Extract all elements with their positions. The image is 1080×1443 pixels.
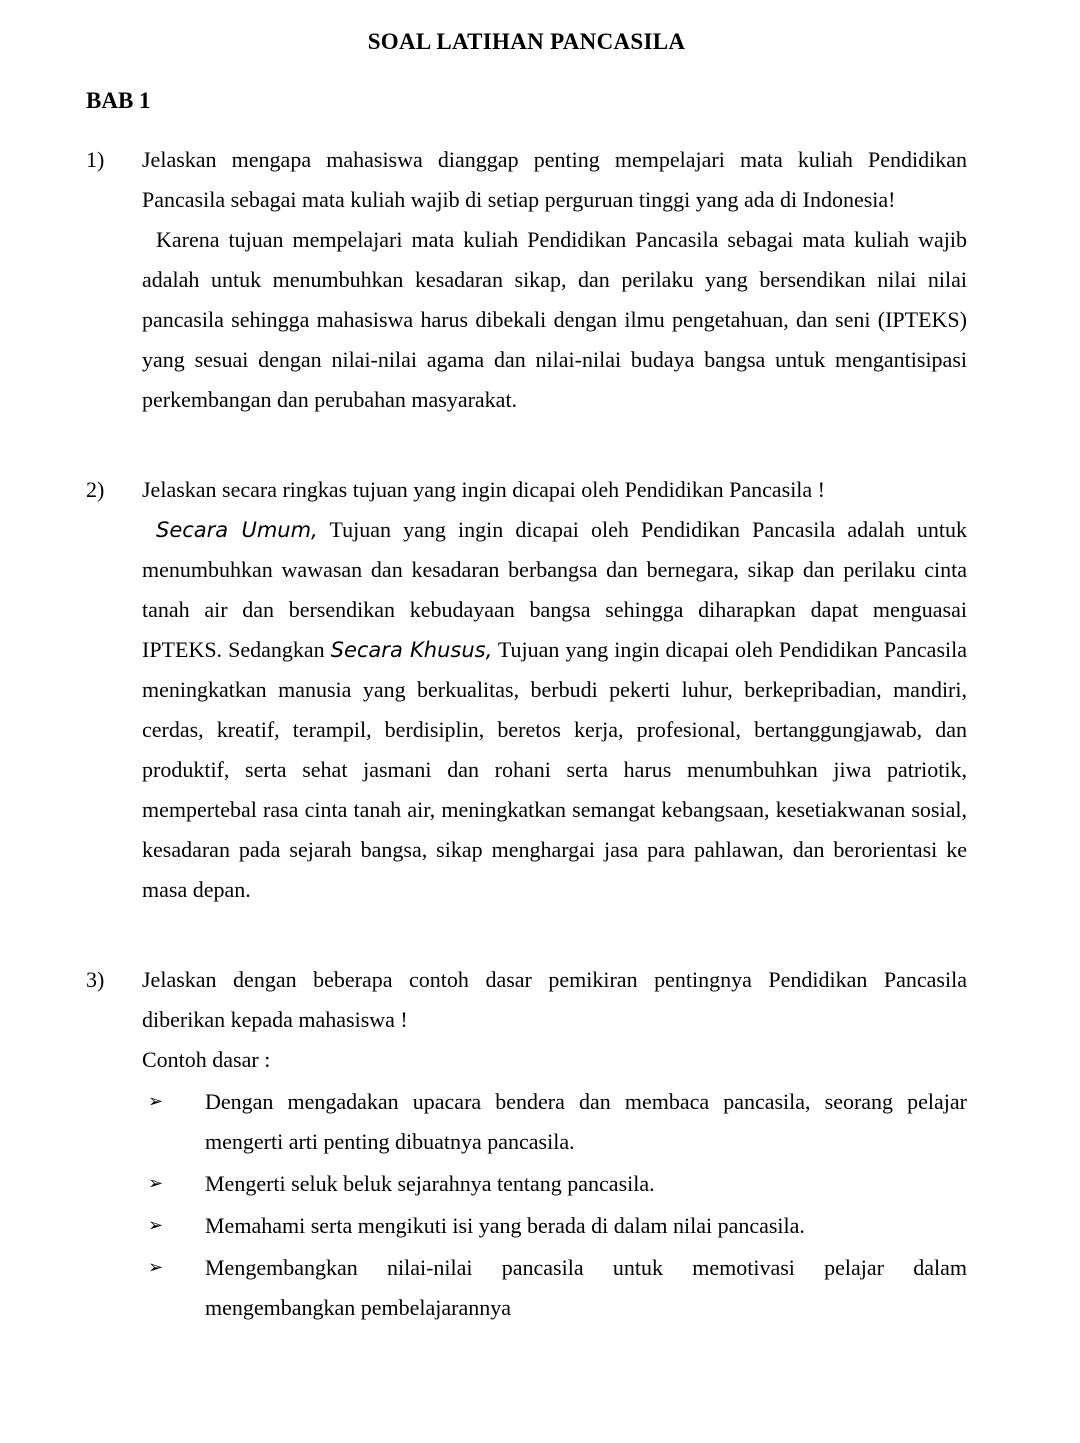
answer-segment: Tujuan yang ingin dicapai oleh Pendidikan Pancasila meningkatkan manusia yang berkualitas, berbudi pekerti luhur, berkepribadian, mandiri, cerdas, kreatif, terampil, berdisiplin, beretos kerja, profesional, bertanggungjawab, dan produktif, serta sehat jasmani dan rohani serta harus menumbuhkan jiwa patriotik, mempertebal rasa cinta tanah air, meningkatkan semangat kebangsaan, kesetiakwanan sosial, kesadaran pada sejarah bangsa, sikap menghargai jasa para pahlawan, dan berorientasi ke masa depan. xyxy=(142,637,967,902)
document-title: SOAL LATIHAN PANCASILA xyxy=(367,29,686,54)
question-block-1 xyxy=(86,140,967,420)
answer-text: Karena tujuan mempelajari mata kuliah Pendidikan Pancasila sebagai mata kuliah wajib adalah untuk menumbuhkan kesadaran sikap, dan perilaku yang bersendikan nilai nilai pancasila sehingga mahasiswa harus dibekali dengan ilmu pengetahuan, dan seni (IPTEKS) yang sesuai dengan nilai-nilai agama dan nilai-nilai budaya bangsa untuk mengantisipasi perkembangan dan perubahan masyarakat. xyxy=(142,227,967,412)
list-item xyxy=(148,1082,967,1162)
chapter-heading: BAB 1 xyxy=(86,88,151,113)
list-item xyxy=(148,1248,967,1328)
list-item-text: Dengan mengadakan upacara bendera dan membaca pancasila, seorang pelajar mengerti arti penting dibuatnya pancasila. xyxy=(205,1089,967,1154)
arrow-bullet-icon: ➢ xyxy=(148,1091,164,1112)
list-item xyxy=(148,1206,967,1246)
question-text: Jelaskan secara ringkas tujuan yang ingin dicapai oleh Pendidikan Pancasila ! xyxy=(142,477,826,502)
question-number: 2) xyxy=(86,477,105,502)
question-text: Jelaskan dengan beberapa contoh dasar pemikiran pentingnya Pendidikan Pancasila diberikan kepada mahasiswa ! xyxy=(142,967,967,1032)
answer-emphasis-secara-umum: Secara Umum, xyxy=(156,518,318,542)
answer-segment: Tujuan yang ingin dicapai oleh Pendidikan Pancasila adalah untuk menumbuhkan wawasan dan kesadaran berbangsa dan bernegara, sikap dan perilaku cinta tanah air dan bersendikan kebudayaan bangsa sehingga diharapkan dapat menguasai IPTEKS. Sedangkan xyxy=(142,517,967,662)
question-block-2 xyxy=(86,470,967,910)
answer-text xyxy=(142,510,967,910)
question-number: 1) xyxy=(86,147,105,172)
list-item xyxy=(148,1164,967,1204)
question-number: 3) xyxy=(86,967,105,992)
question-row xyxy=(86,470,967,510)
list-item-text: Mengembangkan nilai-nilai pancasila untuk memotivasi pelajar dalam mengembangkan pembelajarannya xyxy=(205,1255,967,1320)
arrow-bullet-icon: ➢ xyxy=(148,1173,164,1194)
question-text: Jelaskan mengapa mahasiswa dianggap penting mempelajari mata kuliah Pendidikan Pancasila sebagai mata kuliah wajib di setiap perguruan tinggi yang ada di Indonesia! xyxy=(142,147,967,212)
answer-intro-label: Contoh dasar : xyxy=(142,1047,271,1072)
question-block-3 xyxy=(86,960,967,1328)
list-item-text: Mengerti seluk beluk sejarahnya tentang pancasila. xyxy=(205,1171,655,1196)
question-row xyxy=(86,140,967,220)
arrow-bullet-icon: ➢ xyxy=(148,1215,164,1236)
answer-emphasis-secara-khusus: Secara Khusus, xyxy=(330,638,493,662)
question-row xyxy=(86,960,967,1040)
example-bullet-list xyxy=(86,1082,967,1328)
arrow-bullet-icon: ➢ xyxy=(148,1257,164,1278)
list-item-text: Memahami serta mengikuti isi yang berada di dalam nilai pancasila. xyxy=(205,1213,805,1238)
